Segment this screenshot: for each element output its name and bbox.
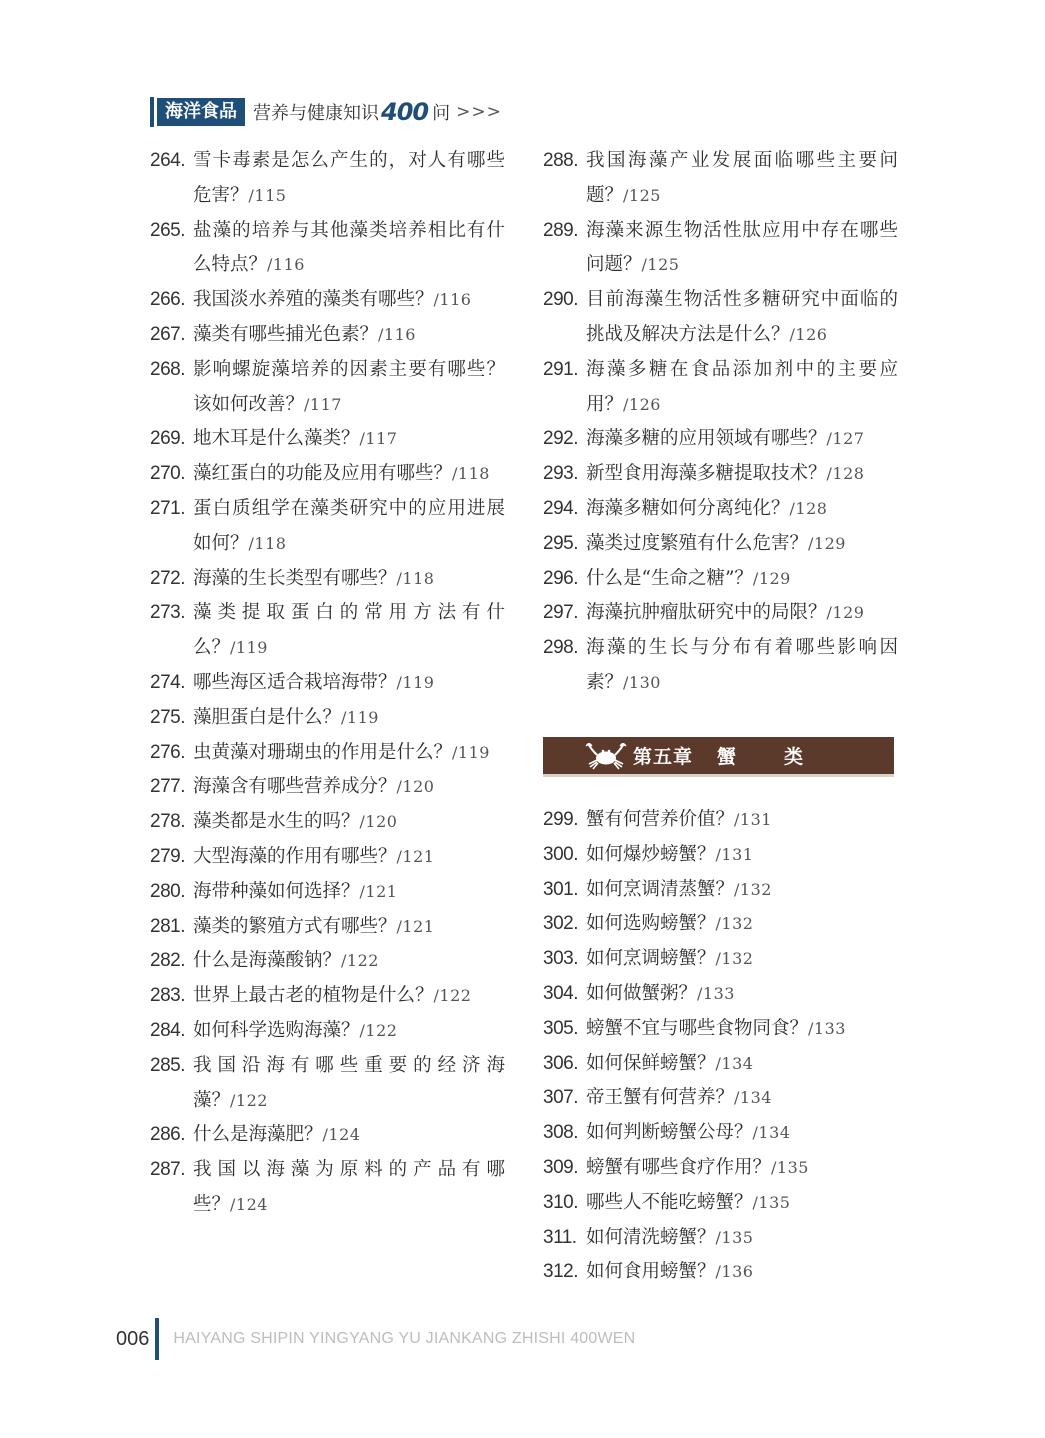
toc-entry[interactable] xyxy=(543,873,908,908)
toc-entry-number: 270. xyxy=(150,463,185,485)
header-subtitle-num: 400 xyxy=(381,98,429,126)
toc-entry-number: 278. xyxy=(150,811,185,833)
toc-entry-number: 302. xyxy=(543,913,578,935)
toc-entry-text xyxy=(193,283,505,318)
toc-entry-page: /116 xyxy=(378,324,416,344)
toc-entry-question: 虫黄藻对珊瑚虫的作用是什么？ xyxy=(193,741,453,763)
toc-entry-question: 我国以海藻为原料的产品有哪些？ xyxy=(193,1159,505,1215)
toc-entry-page: /121 xyxy=(396,916,435,936)
toc-entry-number: 293. xyxy=(543,463,578,485)
toc-entry[interactable] xyxy=(543,1151,908,1186)
toc-entry[interactable] xyxy=(543,907,908,942)
toc-entry-text xyxy=(193,492,505,562)
toc-entry-number: 286. xyxy=(150,1124,185,1146)
toc-entry-number: 269. xyxy=(150,428,185,450)
toc-entry-text xyxy=(586,1151,898,1186)
toc-entry-question: 海藻含有哪些营养成分？ xyxy=(193,776,397,798)
toc-entry-number: 285. xyxy=(150,1054,185,1076)
toc-entry-question: 如何做蟹粥？ xyxy=(586,982,698,1004)
toc-entry[interactable] xyxy=(150,840,515,875)
chapter-banner[interactable] xyxy=(543,737,894,777)
toc-entry[interactable] xyxy=(150,214,515,284)
toc-entry[interactable] xyxy=(150,492,515,562)
toc-entry-number: 303. xyxy=(543,948,578,970)
toc-entry-text xyxy=(193,318,505,353)
toc-entry-number: 311. xyxy=(543,1226,577,1248)
header-subtitle-post: 问 xyxy=(432,103,451,124)
toc-entry-number: 273. xyxy=(150,602,185,624)
toc-entry-number: 267. xyxy=(150,323,185,345)
toc-entry-page: /130 xyxy=(623,672,661,692)
toc-entry-text xyxy=(193,979,505,1014)
toc-entry-question: 地木耳是什么藻类？ xyxy=(193,428,360,450)
page-header xyxy=(150,97,502,127)
toc-entry-number: 309. xyxy=(543,1156,578,1178)
toc-entry-page: /129 xyxy=(808,533,846,553)
toc-entry-page: /131 xyxy=(715,844,754,864)
toc-entry-text xyxy=(193,457,505,492)
crab-icon xyxy=(583,741,629,771)
toc-entry-text xyxy=(586,873,898,908)
toc-entry-text xyxy=(586,353,898,423)
toc-entry-page: /124 xyxy=(322,1125,361,1145)
toc-entry-question: 什么是海藻酸钠？ xyxy=(193,950,342,972)
toc-entry-question: 我国海藻产业发展面临哪些主要问题？ xyxy=(586,150,898,206)
toc-entry-question: 目前海藻生物活性多糖研究中面临的挑战及解决方法是什么？ xyxy=(586,289,898,345)
toc-entry-question: 影响螺旋藻培养的因素主要有哪些？该如何改善？ xyxy=(193,358,505,415)
chapter-title: 蟹类 xyxy=(717,746,852,768)
toc-entry-page: /120 xyxy=(396,777,435,797)
toc-entry-number: 288. xyxy=(543,150,578,171)
toc-entry[interactable] xyxy=(150,910,515,945)
toc-entry[interactable] xyxy=(543,1221,908,1256)
toc-entry-number: 283. xyxy=(150,985,185,1007)
toc-entry-number: 297. xyxy=(543,602,578,624)
toc-entry-question: 如何科学选购海藻？ xyxy=(193,1019,360,1041)
toc-entry-question: 海藻多糖如何分离纯化？ xyxy=(586,497,790,519)
toc-entry-text xyxy=(193,666,505,701)
toc-entry[interactable] xyxy=(543,457,908,492)
toc-entry-number: 277. xyxy=(150,776,185,798)
toc-entry[interactable] xyxy=(150,944,515,979)
toc-entry-text xyxy=(193,353,505,423)
toc-entry-text xyxy=(586,596,898,631)
toc-entry-number: 296. xyxy=(543,567,578,589)
toc-entry-number: 266. xyxy=(150,289,185,311)
toc-entry-question: 如何食用螃蟹？ xyxy=(586,1261,716,1283)
toc-entry-question: 螃蟹不宜与哪些食物同食？ xyxy=(586,1017,809,1039)
toc-entry-page: /131 xyxy=(734,810,772,829)
toc-entry-number: 307. xyxy=(543,1087,578,1109)
toc-entry-text xyxy=(193,214,505,284)
toc-entry-question: 帝王蟹有何营养？ xyxy=(586,1087,735,1109)
toc-entry-question: 新型食用海藻多糖提取技术？ xyxy=(586,463,827,485)
toc-entry-page: /119 xyxy=(230,638,268,658)
toc-entry-page: /117 xyxy=(304,394,342,414)
toc-entry-number: 300. xyxy=(543,843,578,865)
toc-entry-text xyxy=(193,1153,505,1223)
toc-entry-page: /128 xyxy=(789,498,828,518)
toc-entry-question: 什么是“生命之糖”？ xyxy=(586,567,753,589)
toc-entry-number: 301. xyxy=(543,878,578,900)
toc-entry-page: /118 xyxy=(396,568,435,588)
toc-entry-question: 如何烹调清蒸蟹？ xyxy=(586,878,735,900)
toc-entry-text xyxy=(586,492,898,527)
toc-entry-page: /135 xyxy=(715,1227,754,1247)
toc-entry[interactable] xyxy=(150,666,515,701)
toc-entry-question: 海藻来源生物活性肽应用中存在哪些问题？ xyxy=(586,219,898,276)
header-arrows: >>> xyxy=(456,102,502,122)
toc-entry-number: 306. xyxy=(543,1052,578,1074)
toc-entry-page: /129 xyxy=(826,603,865,623)
toc-entry-number: 275. xyxy=(150,706,185,728)
toc-entry[interactable] xyxy=(543,1255,908,1290)
toc-entry[interactable] xyxy=(543,596,908,631)
toc-entry-page: /135 xyxy=(771,1157,809,1177)
toc-entry[interactable] xyxy=(150,770,515,805)
toc-entry-text xyxy=(586,631,898,701)
toc-entry-number: 279. xyxy=(150,845,185,867)
toc-entry-question: 海藻抗肿瘤肽研究中的局限？ xyxy=(586,602,827,624)
toc-entry-text xyxy=(586,422,898,457)
toc-entry[interactable] xyxy=(543,1081,908,1116)
toc-entry-question: 海藻的生长与分布有着哪些影响因素？ xyxy=(586,637,898,693)
toc-entry-question: 大型海藻的作用有哪些？ xyxy=(193,845,397,867)
toc-entry[interactable] xyxy=(543,562,908,597)
toc-entry-text xyxy=(193,736,505,771)
toc-entry[interactable] xyxy=(543,214,908,284)
header-subtitle-pre: 营养与健康知识 xyxy=(253,103,379,124)
toc-entry-text xyxy=(586,527,898,562)
toc-entry-number: 289. xyxy=(543,219,578,241)
toc-entry-question: 海藻多糖的应用领域有哪些？ xyxy=(586,428,827,450)
toc-entry-page: /121 xyxy=(359,881,398,901)
toc-entry[interactable] xyxy=(150,353,515,423)
toc-entry-question: 藻类提取蛋白的常用方法有什么？ xyxy=(193,602,505,659)
toc-entry-question: 藻红蛋白的功能及应用有哪些？ xyxy=(193,463,453,485)
toc-entry-page: /119 xyxy=(396,672,435,692)
toc-entry-number: 292. xyxy=(543,428,578,450)
toc-entry-question: 世界上最古老的植物是什么？ xyxy=(193,985,434,1007)
chapter-label: 第五章 xyxy=(633,746,694,768)
toc-entry-text xyxy=(193,1014,505,1049)
toc-entry-text xyxy=(193,910,505,945)
toc-entry-page: /124 xyxy=(230,1194,268,1214)
toc-entry-question: 盐藻的培养与其他藻类培养相比有什么特点？ xyxy=(193,219,505,276)
header-accent-bar xyxy=(150,97,154,127)
toc-entry-question: 哪些海区适合栽培海带？ xyxy=(193,671,397,693)
toc-entry-text xyxy=(586,1186,898,1221)
toc-entry-text xyxy=(193,422,505,457)
toc-entry-question: 海藻的生长类型有哪些？ xyxy=(193,567,397,589)
toc-entry-page: /119 xyxy=(341,707,379,727)
toc-entry-text xyxy=(586,1255,898,1290)
toc-entry-text xyxy=(586,907,898,942)
toc-entry-text xyxy=(586,283,898,353)
toc-entry[interactable] xyxy=(543,492,908,527)
toc-entry-text xyxy=(193,1118,505,1153)
toc-entry-page: /122 xyxy=(359,1020,398,1040)
page-footer xyxy=(116,1318,635,1360)
toc-entry-text xyxy=(586,1047,898,1082)
toc-entry-page: /115 xyxy=(248,185,287,205)
toc-entry-number: 295. xyxy=(543,532,578,554)
toc-entry-number: 299. xyxy=(543,809,578,830)
toc-entry-page: /118 xyxy=(452,464,490,484)
toc-entry-number: 304. xyxy=(543,982,578,1004)
toc-entry-text xyxy=(193,596,505,666)
toc-entry-number: 310. xyxy=(543,1191,578,1213)
toc-entry-text xyxy=(193,1049,505,1119)
toc-entry-number: 308. xyxy=(543,1122,578,1144)
toc-entry-text xyxy=(586,214,898,284)
toc-entry-question: 什么是海藻肥？ xyxy=(193,1124,323,1146)
toc-entry-number: 268. xyxy=(150,358,185,380)
toc-entry[interactable] xyxy=(543,803,908,838)
toc-entry[interactable] xyxy=(543,1047,908,1082)
toc-left-column xyxy=(150,144,515,1223)
toc-entry[interactable] xyxy=(150,875,515,910)
toc-entry-number: 272. xyxy=(150,567,185,589)
toc-entry-page: /134 xyxy=(715,1053,754,1073)
toc-entry-text xyxy=(586,803,898,838)
toc-entry-text xyxy=(586,977,898,1012)
toc-entry[interactable] xyxy=(150,1014,515,1049)
toc-entry-text xyxy=(586,1081,898,1116)
toc-entry[interactable] xyxy=(543,838,908,873)
toc-entry-question: 如何清洗螃蟹？ xyxy=(586,1226,716,1248)
toc-entry-question: 如何爆炒螃蟹？ xyxy=(586,843,716,865)
toc-entry-number: 271. xyxy=(150,497,185,519)
toc-entry-number: 312. xyxy=(543,1261,578,1283)
toc-right-column xyxy=(543,144,908,701)
toc-entry[interactable] xyxy=(150,144,515,214)
toc-entry-number: 287. xyxy=(150,1159,185,1181)
toc-entry-page: /126 xyxy=(789,324,828,344)
toc-entry-number: 294. xyxy=(543,497,578,519)
toc-entry-number: 276. xyxy=(150,741,185,763)
toc-entry-page: /116 xyxy=(267,255,305,275)
toc-entry-text xyxy=(586,942,898,977)
toc-entry-question: 海带种藻如何选择？ xyxy=(193,880,360,902)
toc-entry-page: /120 xyxy=(359,812,398,832)
toc-entry-page: /122 xyxy=(230,1090,268,1110)
toc-entry[interactable] xyxy=(150,422,515,457)
toc-entry-number: 298. xyxy=(543,637,578,659)
toc-entry[interactable] xyxy=(150,701,515,736)
toc-entry-page: /132 xyxy=(734,879,772,899)
toc-entry-page: /125 xyxy=(641,255,680,275)
toc-entry-page: /134 xyxy=(752,1123,791,1143)
toc-entry-question: 我国沿海有哪些重要的经济海藻？ xyxy=(193,1054,505,1111)
toc-entry[interactable] xyxy=(150,979,515,1014)
toc-entry[interactable] xyxy=(543,527,908,562)
toc-entry[interactable] xyxy=(543,353,908,423)
toc-entry-text xyxy=(193,840,505,875)
toc-entry-question: 哪些人不能吃螃蟹？ xyxy=(586,1191,753,1213)
toc-entry-text xyxy=(586,838,898,873)
toc-entry-number: 282. xyxy=(150,950,185,972)
toc-entry-number: 274. xyxy=(150,671,185,693)
toc-entry[interactable] xyxy=(150,283,515,318)
toc-entry-page: /127 xyxy=(826,429,865,449)
toc-entry-page: /121 xyxy=(396,846,435,866)
toc-entry-question: 海藻多糖在食品添加剂中的主要应用？ xyxy=(586,358,898,415)
toc-entry[interactable] xyxy=(543,283,908,353)
toc-entry-question: 如何保鲜螃蟹？ xyxy=(586,1052,716,1074)
toc-entry-text xyxy=(193,875,505,910)
toc-entry[interactable] xyxy=(543,977,908,1012)
toc-entry-number: 265. xyxy=(150,219,185,241)
toc-entry[interactable] xyxy=(543,942,908,977)
toc-entry-page: /117 xyxy=(359,429,398,449)
header-subtitle xyxy=(253,98,502,126)
toc-entry-page: /132 xyxy=(715,914,754,934)
toc-entry-question: 如何判断螃蟹公母？ xyxy=(586,1122,753,1144)
toc-entry-question: 如何烹调螃蟹？ xyxy=(586,948,716,970)
toc-entry-text xyxy=(586,457,898,492)
toc-entry-text xyxy=(586,1012,898,1047)
toc-entry[interactable] xyxy=(543,1186,908,1221)
toc-entry[interactable] xyxy=(543,144,908,214)
toc-entry-question: 藻类的繁殖方式有哪些？ xyxy=(193,915,397,937)
toc-entry[interactable] xyxy=(150,457,515,492)
toc-entry-text xyxy=(586,562,898,597)
toc-entry[interactable] xyxy=(543,422,908,457)
footer-accent-bar xyxy=(155,1318,159,1360)
toc-entry-page: /136 xyxy=(715,1262,754,1282)
toc-entry-page: /118 xyxy=(248,533,287,553)
toc-entry-page: /122 xyxy=(433,986,472,1006)
toc-entry-page: /132 xyxy=(715,949,754,969)
toc-entry-question: 我国淡水养殖的藻类有哪些？ xyxy=(193,289,434,311)
toc-entry-text xyxy=(193,770,505,805)
toc-entry-page: /126 xyxy=(623,394,661,414)
toc-entry[interactable] xyxy=(150,1049,515,1119)
toc-entry-text xyxy=(193,562,505,597)
toc-entry-page: /129 xyxy=(752,568,791,588)
toc-entry-question: 如何选购螃蟹？ xyxy=(586,913,716,935)
toc-entry[interactable] xyxy=(150,596,515,666)
toc-entry-number: 284. xyxy=(150,1019,185,1041)
toc-entry[interactable] xyxy=(543,1116,908,1151)
toc-entry-text xyxy=(586,1116,898,1151)
toc-entry-text xyxy=(586,1221,898,1256)
toc-entry-text xyxy=(193,944,505,979)
toc-entry-question: 螃蟹有哪些食疗作用？ xyxy=(586,1156,772,1178)
toc-entry[interactable] xyxy=(150,736,515,771)
toc-entry-number: 305. xyxy=(543,1017,578,1039)
toc-entry-page: /122 xyxy=(341,951,379,971)
toc-entry-page: /133 xyxy=(697,983,735,1003)
toc-entry-text xyxy=(193,144,505,214)
toc-entry-question: 雪卡毒素是怎么产生的，对人有哪些危害？ xyxy=(193,150,505,206)
toc-entry-page: /116 xyxy=(433,290,472,310)
toc-entry[interactable] xyxy=(543,631,908,701)
toc-entry-question: 藻胆蛋白是什么？ xyxy=(193,706,342,728)
toc-entry-number: 290. xyxy=(543,289,578,311)
toc-entry-page: /125 xyxy=(623,185,661,205)
toc-entry-page: /119 xyxy=(452,742,490,762)
toc-entry-question: 藻类都是水生的吗？ xyxy=(193,811,360,833)
toc-entry[interactable] xyxy=(150,1118,515,1153)
toc-entry[interactable] xyxy=(150,1153,515,1223)
toc-entry-number: 281. xyxy=(150,915,185,937)
toc-entry-page: /128 xyxy=(826,464,865,484)
toc-entry-question: 藻类有哪些捕光色素？ xyxy=(193,323,379,345)
toc-entry-page: /134 xyxy=(734,1088,772,1108)
toc-entry-text xyxy=(193,701,505,736)
toc-entry-number: 291. xyxy=(543,358,578,380)
toc-entry-page: /133 xyxy=(808,1018,846,1038)
toc-entry[interactable] xyxy=(150,562,515,597)
page-number: 006 xyxy=(116,1327,150,1350)
header-title-box: 海洋食品 xyxy=(157,98,245,126)
toc-entry-text xyxy=(586,144,898,214)
toc-entry-question: 藻类过度繁殖有什么危害？ xyxy=(586,532,809,554)
running-title: HAIYANG SHIPIN YINGYANG YU JIANKANG ZHISHI 400WEN xyxy=(173,1330,636,1347)
toc-entry-text xyxy=(193,805,505,840)
toc-entry-number: 280. xyxy=(150,880,185,902)
toc-chapter-five-list xyxy=(543,803,908,1290)
toc-entry-question: 蛋白质组学在藻类研究中的应用进展如何？ xyxy=(193,497,505,554)
toc-entry-number: 264. xyxy=(150,150,185,171)
toc-entry[interactable] xyxy=(543,1012,908,1047)
toc-entry[interactable] xyxy=(150,805,515,840)
toc-entry-page: /135 xyxy=(752,1192,791,1212)
toc-entry-question: 蟹有何营养价值？ xyxy=(586,809,735,830)
toc-entry[interactable] xyxy=(150,318,515,353)
